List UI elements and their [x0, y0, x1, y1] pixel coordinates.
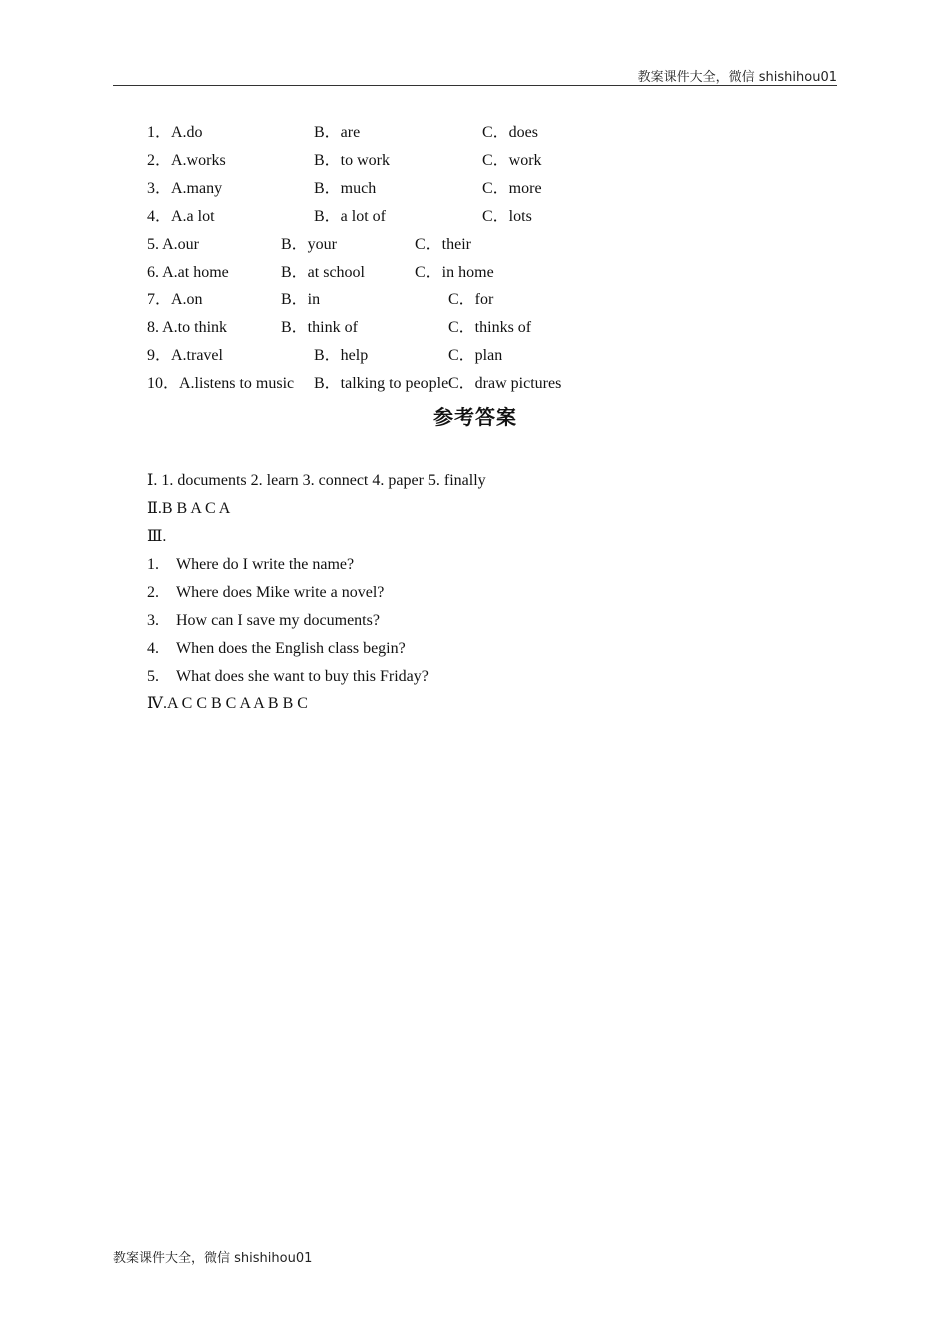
- option-c: C．lots: [482, 208, 532, 225]
- option-row: [0, 344, 950, 368]
- option-a: 5. A.our: [147, 236, 199, 253]
- option-c: C．for: [448, 291, 494, 308]
- question-text: Where does Mike write a novel?: [176, 584, 385, 601]
- option-row: [0, 372, 950, 396]
- option-b: B．your: [281, 236, 338, 253]
- option-b: B．at school: [281, 264, 365, 281]
- option-a: 7．A.on: [147, 291, 203, 308]
- option-a: 4．A.a lot: [147, 208, 215, 225]
- option-b: B．much: [314, 180, 377, 197]
- question-text: What does she want to buy this Friday?: [176, 668, 429, 685]
- option-a: 6. A.at home: [147, 264, 229, 281]
- question-text: How can I save my documents?: [176, 612, 380, 629]
- option-b: B．in: [281, 291, 321, 308]
- option-b: B．to work: [314, 152, 391, 169]
- question-number: 4.: [147, 640, 159, 657]
- option-c: C．work: [482, 152, 542, 169]
- question-number: 5.: [147, 668, 159, 685]
- option-a: 10．A.listens to music: [147, 375, 295, 392]
- question-number: 2.: [147, 584, 159, 601]
- option-row: [0, 121, 950, 145]
- option-row: [0, 316, 950, 340]
- option-b: B．help: [314, 347, 369, 364]
- option-c: C．draw pictures: [448, 375, 562, 392]
- question-text: When does the English class begin?: [176, 640, 406, 657]
- question-number: 3.: [147, 612, 159, 629]
- answer-section-3-label: Ⅲ.: [147, 528, 167, 545]
- option-b: B．a lot of: [314, 208, 386, 225]
- question-number: 1.: [147, 556, 159, 573]
- page-footer: 教案课件大全，微信 shishihou01: [113, 1251, 313, 1266]
- option-c: C．plan: [448, 347, 503, 364]
- answer-section-2: Ⅱ.B B A C A: [147, 500, 231, 517]
- question-text: Where do I write the name?: [176, 556, 355, 573]
- option-b: B．are: [314, 124, 361, 141]
- answer-section-1: Ⅰ. 1. documents 2. learn 3. connect 4. paper 5. finally: [147, 472, 486, 489]
- option-c: C．more: [482, 180, 542, 197]
- option-row: [0, 261, 950, 285]
- option-b: B．think of: [281, 319, 358, 336]
- option-row: [0, 233, 950, 257]
- option-row: [0, 177, 950, 201]
- option-row: [0, 205, 950, 229]
- page-header: 教案课件大全，微信 shishihou01: [637, 70, 837, 85]
- option-c: C．does: [482, 124, 539, 141]
- option-row: [0, 288, 950, 312]
- option-a: 9．A.travel: [147, 347, 223, 364]
- option-a: 2．A.works: [147, 152, 226, 169]
- option-c: C．thinks of: [448, 319, 532, 336]
- option-c: C．their: [415, 236, 471, 253]
- option-row: [0, 149, 950, 173]
- answer-section-4: Ⅳ.A C C B C A A B B C: [147, 695, 308, 712]
- option-b: B．talking to people: [314, 375, 449, 392]
- option-a: 1．A.do: [147, 124, 203, 141]
- option-c: C．in home: [415, 264, 494, 281]
- answer-key-title: 参考答案: [433, 405, 517, 429]
- option-a: 8. A.to think: [147, 319, 228, 336]
- option-a: 3．A.many: [147, 180, 223, 197]
- header-divider: [113, 85, 837, 86]
